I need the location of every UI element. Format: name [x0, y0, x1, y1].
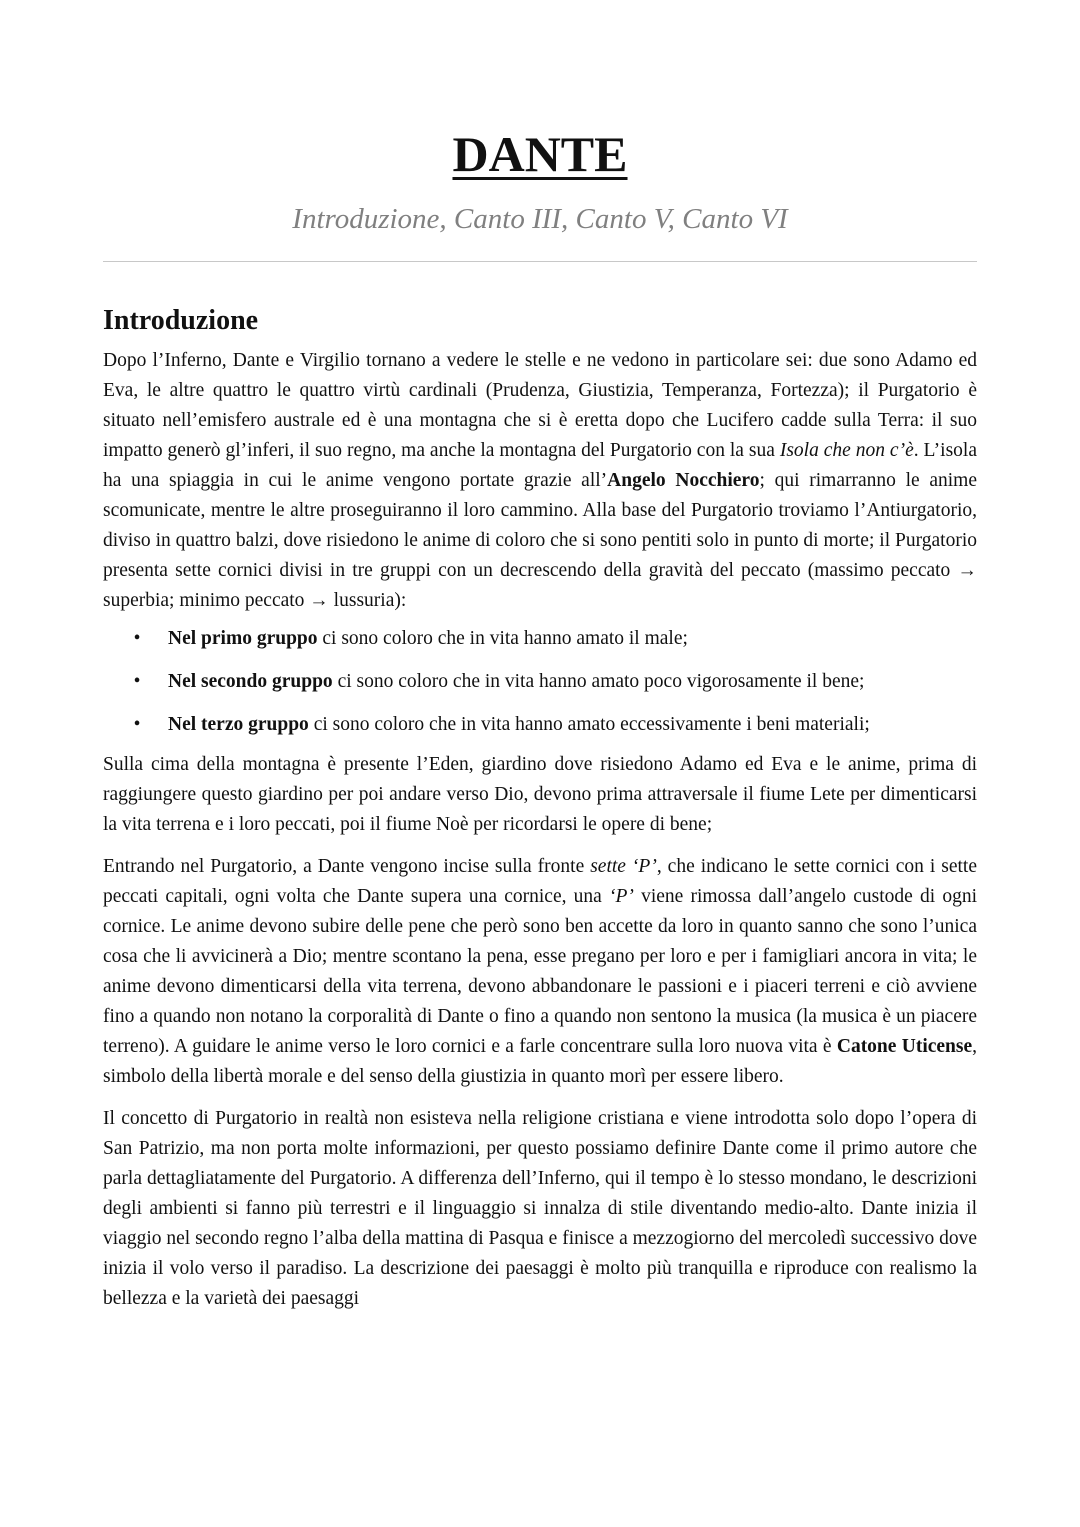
paragraph-3-text-a: Entrando nel Purgatorio, a Dante vengono incise sulla fronte — [103, 856, 591, 877]
paragraph-3-text-b: , che indicano le sette cornici con i sette peccati capitali, ogni volta che Dante supera una cornice, una — [103, 856, 977, 907]
document-body — [103, 302, 977, 1314]
paragraph-3-italic-sette-p: sette ‘P’ — [590, 856, 657, 877]
paragraph-3-text-c: viene rimossa dall’angelo custode di ogni cornice. Le anime devono subire delle pene che però sono ben accette da loro in quanto sanno che sono l’unica cosa che li avvicinerà a Dio; mentre scontano la pena, esse pregano per loro e per i famigliari ancora in vita; le anime devono dimenticarsi della vita terrena, devono abbandonare le passioni e i piaceri terreni e ciò avviene fino a quando non notano la corporalità di Dante o fino a quando non sentono la musica (la musica è un piacere terreno). A guidare le anime verso le loro cornici e a farle concentrare sulla loro nuova vita è — [103, 886, 977, 1057]
list-item-text: ci sono coloro che in vita hanno amato eccessivamente i beni materiali; — [308, 714, 870, 735]
document-title — [0, 126, 1080, 182]
document-subtitle: Introduzione, Canto III, Canto V, Canto VI — [292, 203, 788, 235]
paragraph-3-text-d: , simbolo della libertà morale e del senso della giustizia in quanto morì per essere libero. — [103, 1036, 978, 1087]
bullet-icon: • — [133, 671, 141, 692]
list-item-bold: Nel primo gruppo — [168, 628, 318, 649]
document-title-text: DANTE — [452, 126, 628, 182]
list-item — [103, 710, 977, 740]
bullet-list-gruppi — [103, 624, 977, 740]
list-item — [103, 667, 977, 697]
section-heading-introduzione: Introduzione — [103, 305, 259, 336]
list-item-bold: Nel secondo gruppo — [168, 671, 333, 692]
paragraph-3 — [103, 852, 977, 1092]
paragraph-1 — [103, 346, 977, 616]
list-item-text: ci sono coloro che in vita hanno amato il male; — [317, 628, 688, 649]
paragraph-1-italic-isola: Isola che non c’è — [779, 440, 914, 461]
paragraph-3-bold-catone: Catone Uticense — [836, 1036, 973, 1057]
paragraph-1-text-b: . L’isola ha una spiaggia in cui le anime vengono portate grazie all’ — [103, 440, 977, 491]
bullet-icon: • — [133, 714, 141, 735]
paragraph-4: Il concetto di Purgatorio in realtà non esisteva nella religione cristiana e viene introdotta solo dopo l’opera di San Patrizio, ma non porta molte informazioni, per questo possiamo definire Dante come il primo autore che parla dettagliatamente del Purgatorio. A differenza dell’Inferno, qui il tempo è lo stesso mondano, le descrizioni degli ambienti si fanno più terrestri e il linguaggio si innalza di stile diventando medio-alto. Dante inizia il viaggio nel secondo regno l’alba della mattina di Pasqua e finisce a mezzogiorno del mercoledì successivo dove inizia il volo verso il paradiso. La descrizione dei paesaggi è molto più tranquilla e riproduce con realismo la bellezza e la varietà dei paesaggi — [103, 1108, 977, 1309]
paragraph-3-italic-p: ‘P’ — [609, 886, 634, 907]
list-item-bold: Nel terzo gruppo — [168, 714, 309, 735]
paragraph-2: Sulla cima della montagna è presente l’Eden, giardino dove risiedono Adamo ed Eva e le anime, prima di raggiungere questo giardino per poi andare verso Dio, devono prima attraversale il fiume Lete per dimenticarsi la vita terrena e i loro peccati, poi il fiume Noè per ricordarsi le opere di bene; — [103, 754, 977, 835]
list-item — [103, 624, 977, 654]
bullet-icon: • — [133, 628, 141, 649]
paragraph-1-text-a: Dopo l’Inferno, Dante e Virgilio tornano a vedere le stelle e ne vedono in particolare sei: due sono Adamo ed Eva, le altre quattro le quattro virtù cardinali (Prudenza, Giustizia, Temperanza, Fortezza); il Purgatorio è situato nell’emisfero australe ed è una montagna che si è eretta dopo che Lucifero cadde sulla Terra: il suo impatto generò gl’inferi, il suo regno, ma anche la montagna del Purgatorio con la sua — [103, 350, 977, 461]
header-divider — [103, 261, 977, 262]
list-item-text: ci sono coloro che in vita hanno amato poco vigorosamente il bene; — [332, 671, 865, 692]
paragraph-1-bold-angelo: Angelo Nocchiero — [607, 470, 760, 491]
paragraph-1-text-c: ; qui rimarranno le anime scomunicate, mentre le altre proseguiranno il loro cammino. Alla base del Purgatorio troviamo l’Antiurgatorio, diviso in quattro balzi, dove risiedono le anime di coloro che si sono pentiti solo in punto di morte; il Purgatorio presenta sette cornici divisi in tre gruppi con un decrescendo della gravità del peccato (massimo peccato → superbia; minimo peccato → lussuria): — [103, 470, 977, 611]
